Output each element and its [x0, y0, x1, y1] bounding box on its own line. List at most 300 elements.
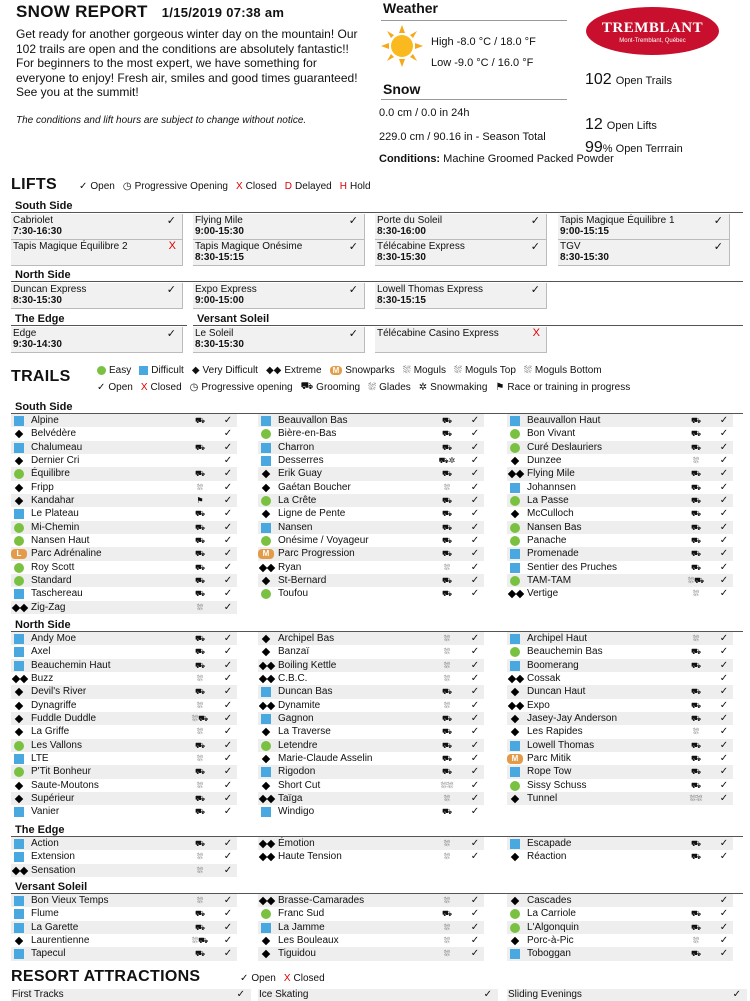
very-difficult-icon [14, 714, 24, 724]
trail-name: Letendre [278, 739, 318, 751]
easy-trail-icon [261, 429, 271, 439]
trail-row[interactable] [258, 494, 484, 507]
extreme-icon [12, 603, 28, 613]
trail-open-check: ✓ [223, 686, 233, 698]
trail-row[interactable] [507, 441, 733, 454]
trail-name: Sensation [31, 864, 76, 876]
snowpark-icon: L [11, 549, 27, 559]
difficult-trail-icon [14, 807, 24, 817]
trail-row[interactable] [11, 779, 237, 792]
attraction-item[interactable] [11, 989, 251, 1001]
trail-section-north-side: North Side [11, 618, 743, 632]
tremblant-logo[interactable] [586, 7, 719, 55]
trails-status-legend-symbol: ⚑ [495, 382, 505, 393]
trail-condition-icon: ⛟ [690, 562, 702, 572]
attractions-legend-label: Closed [293, 973, 325, 984]
trail-open-check: ✓ [719, 428, 729, 440]
trail-name: Bon Vieux Temps [31, 895, 109, 906]
difficult-trail-icon [261, 714, 271, 724]
trail-row[interactable] [258, 739, 484, 752]
trail-row[interactable] [258, 672, 484, 685]
lift-hours: 8:30-15:30 [377, 252, 426, 263]
trail-open-check: ✓ [719, 494, 729, 506]
lift-hours [377, 339, 546, 351]
trail-row[interactable] [507, 547, 733, 560]
very-difficult-icon [261, 634, 271, 644]
trail-row[interactable] [507, 947, 733, 960]
trail-row[interactable] [11, 765, 237, 778]
trail-row[interactable] [258, 712, 484, 725]
trail-row[interactable] [507, 934, 733, 947]
trail-row[interactable] [11, 685, 237, 698]
weather-divider [381, 20, 567, 21]
trail-row[interactable] [11, 427, 237, 440]
trail-row[interactable] [258, 414, 484, 427]
trail-condition-icon: ⛟ [690, 647, 702, 657]
trail-row[interactable] [507, 587, 733, 600]
trail-name: Dynamite [278, 699, 321, 711]
trail-row[interactable] [507, 534, 733, 547]
trail-row[interactable] [507, 494, 733, 507]
trails-legend-item [192, 365, 258, 376]
lift-item[interactable] [11, 327, 183, 353]
lift-item[interactable] [193, 283, 365, 309]
attractions-legend-symbol: X [283, 973, 291, 984]
trails-legend-symbol: ⛆ [402, 365, 411, 376]
trail-row[interactable] [507, 632, 733, 645]
very-difficult-icon [14, 936, 24, 946]
very-difficult-icon [14, 701, 24, 711]
lift-item[interactable] [193, 240, 365, 266]
trails-status-legend-label: Grooming [316, 382, 361, 393]
trail-condition-icon: ⛆ [196, 896, 204, 905]
trail-open-check: ✓ [719, 415, 729, 426]
trail-open-check: ✓ [223, 806, 233, 818]
trail-row[interactable] [11, 752, 237, 765]
attractions-legend-item [284, 973, 325, 984]
trail-open-check: ✓ [719, 948, 729, 960]
lift-item[interactable] [11, 214, 183, 240]
trail-row[interactable] [258, 792, 484, 805]
trail-condition-icon: ⛟ [690, 687, 702, 697]
trail-row[interactable] [11, 659, 237, 672]
trail-row[interactable] [507, 699, 733, 712]
trail-row[interactable] [11, 805, 237, 818]
trail-row[interactable] [258, 659, 484, 672]
trail-row[interactable] [507, 765, 733, 778]
lift-section-the-edge: The Edge [11, 312, 187, 326]
trail-row[interactable] [258, 805, 484, 818]
trail-name: Jasey-Jay Anderson [527, 712, 618, 724]
very-difficult-icon [510, 936, 520, 946]
trail-row[interactable] [258, 725, 484, 738]
trail-condition-icon: ⛟ [441, 549, 453, 559]
extreme-icon [12, 674, 28, 684]
report-title: SNOW REPORT [16, 2, 148, 21]
trail-row[interactable] [11, 934, 237, 947]
trail-name: Flume [31, 908, 59, 920]
very-difficult-icon [14, 727, 24, 737]
trails-status-legend-item [419, 382, 488, 393]
lift-item[interactable] [375, 283, 547, 309]
report-datetime: 1/15/2019 07:38 am [161, 5, 285, 20]
trail-condition-icon: ⛟✲ [438, 455, 456, 465]
trail-row[interactable] [258, 467, 484, 480]
trail-condition-icon: ⛟ [194, 949, 206, 959]
trail-row[interactable] [507, 427, 733, 440]
trail-condition-icon: ⛆ [692, 935, 700, 945]
trail-row[interactable] [11, 947, 237, 960]
very-difficult-icon [510, 794, 520, 804]
trail-row[interactable] [258, 947, 484, 960]
trail-condition-icon: ⛆ [196, 482, 204, 492]
trail-open-check: ✓ [719, 766, 729, 778]
lift-name: Edge [13, 328, 37, 339]
trail-name: Archipel Bas [278, 633, 335, 644]
difficult-trail-icon [261, 807, 271, 817]
trail-row[interactable] [258, 765, 484, 778]
lift-name: Télécabine Casino Express [377, 328, 499, 339]
trail-row[interactable] [507, 521, 733, 534]
easy-trail-icon [510, 576, 520, 586]
trail-condition-icon: ⛆⛟ [191, 713, 209, 723]
trail-row[interactable] [507, 454, 733, 467]
extreme-icon [12, 866, 28, 876]
snowpark-icon: M [258, 549, 274, 559]
trail-row[interactable] [258, 685, 484, 698]
trail-row[interactable] [507, 921, 733, 934]
trail-name: Fuddle Duddle [31, 712, 97, 724]
trail-condition-icon: ⛟ [194, 909, 206, 919]
lift-status: ✓ [713, 215, 723, 227]
trail-row[interactable] [11, 864, 237, 877]
trail-name: Saute-Moutons [31, 779, 99, 791]
trail-row[interactable] [258, 632, 484, 645]
lift-item[interactable] [375, 240, 547, 266]
trail-row[interactable] [11, 481, 237, 494]
trail-name: Nansen Haut [31, 534, 90, 546]
trail-name: Desserres [278, 454, 324, 466]
trail-name: Gaétan Boucher [278, 481, 351, 493]
trail-row[interactable] [507, 712, 733, 725]
trail-name: La Griffe [31, 726, 70, 738]
trail-row[interactable] [11, 837, 237, 850]
lift-item[interactable] [193, 327, 365, 353]
trail-row[interactable] [11, 414, 237, 427]
trail-open-check: ✓ [719, 574, 729, 586]
lift-item[interactable] [11, 283, 183, 309]
trail-row[interactable] [507, 659, 733, 672]
trail-row[interactable] [258, 561, 484, 574]
trail-condition-icon: ⛟ [194, 839, 206, 848]
trail-row[interactable] [11, 645, 237, 658]
trail-row[interactable] [507, 507, 733, 520]
very-difficult-icon [510, 896, 520, 906]
difficult-trail-icon [14, 896, 24, 906]
trail-row[interactable] [507, 850, 733, 863]
trail-row[interactable] [11, 792, 237, 805]
lift-item[interactable] [558, 214, 730, 240]
snow-heading: Snow [383, 81, 421, 97]
easy-trail-icon [14, 576, 24, 586]
trail-condition-icon: ⛆ [443, 634, 451, 643]
trail-name: Vertige [527, 588, 559, 600]
attraction-status: ✓ [483, 989, 492, 1000]
lift-status: ✓ [530, 284, 540, 296]
trail-row[interactable] [258, 907, 484, 920]
trail-row[interactable] [11, 467, 237, 480]
trail-row[interactable] [507, 645, 733, 658]
trail-row[interactable] [11, 561, 237, 574]
lifts-heading: LIFTS [11, 176, 57, 193]
trail-condition-icon: ⛟ [441, 807, 453, 817]
very-difficult-icon [261, 949, 271, 959]
trail-row[interactable] [11, 547, 237, 560]
trail-row[interactable] [258, 507, 484, 520]
trail-open-check: ✓ [223, 792, 233, 804]
trail-name: Rope Tow [527, 766, 572, 778]
lift-item[interactable] [375, 214, 547, 240]
trail-open-check: ✓ [470, 494, 480, 506]
lift-hours: 8:30-15:30 [13, 295, 62, 306]
trail-name: Erik Guay [278, 468, 322, 480]
trail-row[interactable] [507, 779, 733, 792]
trail-row[interactable] [258, 587, 484, 600]
conditions-value: Machine Groomed Packed Powder [443, 153, 614, 165]
attraction-status: ✓ [236, 989, 245, 1000]
trails-status-legend-item [495, 382, 630, 393]
trail-condition-icon: ⛆ [196, 602, 204, 612]
trail-condition-icon: ⛟ [441, 469, 453, 479]
trail-row[interactable] [11, 521, 237, 534]
trails-status-legend-label: Race or training in progress [507, 382, 631, 393]
trails-legend-label: Moguls Bottom [534, 365, 602, 376]
easy-trail-icon [261, 496, 271, 506]
trail-row[interactable] [258, 934, 484, 947]
trail-condition-icon: ⛟ [690, 852, 702, 862]
trail-name: Boiling Kettle [278, 659, 337, 671]
trail-condition-icon: ⛟ [441, 713, 453, 723]
trail-open-check: ✓ [719, 712, 729, 724]
trail-row[interactable] [11, 507, 237, 520]
trail-open-check: ✓ [470, 699, 480, 711]
trail-name: Beauvallon Bas [278, 415, 348, 426]
lift-hours: 8:30-15:30 [195, 339, 244, 350]
trail-open-check: ✓ [223, 481, 233, 493]
trail-row[interactable] [258, 837, 484, 850]
trail-name: Les Vallons [31, 739, 82, 751]
trail-condition-icon: ⛆ [196, 700, 204, 710]
trail-row[interactable] [258, 699, 484, 712]
trail-row[interactable] [11, 712, 237, 725]
trail-row[interactable] [507, 672, 733, 685]
trail-name: Beauvallon Haut [527, 415, 601, 426]
trail-name: La Passe [527, 494, 569, 506]
trail-row[interactable] [11, 574, 237, 587]
trail-condition-icon: ⛆ [443, 562, 451, 572]
trail-condition-icon: ⛟ [194, 660, 206, 670]
trail-name: Porc-à-Pic [527, 934, 574, 946]
trail-open-check: ✓ [470, 752, 480, 764]
trail-row[interactable] [11, 850, 237, 863]
open-lifts-stat [585, 116, 657, 134]
trail-row[interactable] [507, 481, 733, 494]
trail-condition-icon: ⛆ [196, 865, 204, 875]
trail-name: Windigo [278, 806, 315, 818]
trail-name: Panache [527, 534, 567, 546]
trail-open-check: ✓ [470, 672, 480, 684]
lifts-legend-item [79, 181, 115, 192]
trail-row[interactable] [11, 587, 237, 600]
difficult-trail-icon [14, 852, 24, 862]
trail-row[interactable] [258, 481, 484, 494]
trail-name: Short Cut [278, 779, 321, 791]
attraction-item[interactable] [258, 989, 498, 1001]
trail-row[interactable] [258, 521, 484, 534]
trail-open-check: ✓ [719, 921, 729, 933]
trail-row[interactable] [11, 907, 237, 920]
easy-trail-icon [510, 523, 520, 533]
trail-row[interactable] [11, 921, 237, 934]
trail-row[interactable] [258, 894, 484, 907]
easy-trail-icon [510, 496, 520, 506]
trail-open-check: ✓ [470, 574, 480, 586]
trail-open-check: ✓ [719, 895, 729, 906]
trails-legend-item [266, 365, 322, 376]
very-difficult-icon [510, 852, 520, 862]
trails-legend-item [403, 365, 446, 376]
trails-status-legend-item [97, 382, 133, 393]
trail-row[interactable] [258, 547, 484, 560]
difficult-trail-icon [261, 923, 271, 933]
extreme-icon [259, 794, 275, 804]
trail-open-check: ✓ [719, 454, 729, 466]
trail-row[interactable] [507, 752, 733, 765]
trail-row[interactable] [507, 837, 733, 850]
trail-row[interactable] [507, 894, 733, 907]
trail-name: Onésime / Voyageur [278, 534, 369, 546]
difficult-trail-icon [261, 456, 271, 466]
trail-name: Action [31, 838, 59, 849]
double-diamond-icon: ◆◆ [265, 365, 282, 376]
very-difficult-icon [261, 936, 271, 946]
open-lifts-label: Open Lifts [606, 120, 657, 132]
trail-name: TAM-TAM [527, 574, 572, 586]
lifts-legend-label: Closed [245, 181, 277, 192]
trail-row[interactable] [258, 454, 484, 467]
trail-row[interactable] [507, 685, 733, 698]
trail-row[interactable] [507, 725, 733, 738]
trail-name: La Crête [278, 494, 317, 506]
trail-row[interactable] [11, 725, 237, 738]
intro-text: Get ready for another gorgeous winter day on the mountain! Our 102 trails are open and the conditions are absolutely fantastic!! For beginners to the most expert, we have something for everyone to enjoy! Fresh air, smiles and good times guaranteed! See you at the summit! [16, 27, 358, 99]
trail-name: Parc Mitik [527, 752, 571, 764]
trail-row[interactable] [11, 454, 237, 467]
lift-item[interactable] [375, 327, 547, 353]
very-difficult-icon [510, 456, 520, 466]
trail-row[interactable] [258, 850, 484, 863]
lift-name: Tapis Magique Onésime [195, 241, 303, 252]
trail-open-check: ✓ [223, 921, 233, 933]
trail-row[interactable] [11, 632, 237, 645]
trail-name: Équilibre [31, 468, 70, 480]
trail-row[interactable] [507, 792, 733, 805]
lift-item[interactable] [11, 240, 183, 266]
trail-row[interactable] [258, 574, 484, 587]
trail-row[interactable] [507, 907, 733, 920]
trail-row[interactable] [11, 672, 237, 685]
trail-row[interactable] [11, 699, 237, 712]
trail-name: Le Plateau [31, 508, 79, 520]
trail-row[interactable] [258, 645, 484, 658]
easy-trail-icon [510, 443, 520, 453]
trail-open-check: ✓ [470, 766, 480, 778]
trail-name: Andy Moe [31, 633, 77, 644]
trail-row[interactable] [507, 414, 733, 427]
lifts-legend-label: Progressive Opening [134, 181, 228, 192]
lift-item[interactable] [193, 214, 365, 240]
trail-condition-icon: ⛟ [194, 469, 206, 479]
lifts-legend-label: Delayed [295, 181, 332, 192]
trails-status-legend-item [141, 382, 182, 393]
trail-open-check: ✓ [719, 633, 729, 644]
lifts-legend-symbol: X [235, 181, 243, 192]
trail-name: Johannsen [527, 481, 576, 493]
lifts-legend-symbol: D [284, 181, 293, 192]
trail-name: Dynagriffe [31, 699, 77, 711]
trail-row[interactable] [258, 779, 484, 792]
trail-row[interactable] [507, 739, 733, 752]
trail-row[interactable] [11, 441, 237, 454]
trail-open-check: ✓ [223, 646, 233, 658]
trail-open-check: ✓ [223, 838, 233, 849]
open-lifts-count: 12 [585, 116, 603, 133]
trail-condition-icon: ⛟ [690, 753, 702, 763]
trail-row[interactable] [258, 921, 484, 934]
trail-condition-icon: ⛟ [441, 909, 453, 919]
trail-open-check: ✓ [223, 895, 233, 906]
trail-name: Expo [527, 699, 550, 711]
trail-open-check: ✓ [223, 441, 233, 453]
trail-open-check: ✓ [719, 441, 729, 453]
trail-open-check: ✓ [223, 864, 233, 876]
lift-status: ✓ [348, 284, 358, 296]
trail-row[interactable] [11, 894, 237, 907]
trail-row[interactable] [11, 494, 237, 507]
trail-name: P'Tit Bonheur [31, 766, 91, 778]
attraction-item[interactable] [507, 989, 747, 1001]
lift-item[interactable] [558, 240, 730, 266]
lift-name: Le Soleil [195, 328, 234, 339]
trail-row[interactable] [258, 441, 484, 454]
trail-row[interactable] [11, 739, 237, 752]
trail-row[interactable] [11, 601, 237, 614]
trail-open-check: ✓ [719, 752, 729, 764]
trail-row[interactable] [258, 752, 484, 765]
trails-heading: TRAILS [11, 368, 71, 385]
trail-row[interactable] [258, 534, 484, 547]
open-trails-stat [585, 71, 672, 89]
page-title [16, 2, 284, 22]
trail-row[interactable] [11, 534, 237, 547]
trails-legend-label: Difficult [151, 365, 184, 376]
trail-row[interactable] [507, 467, 733, 480]
trail-row[interactable] [258, 427, 484, 440]
trail-row[interactable] [507, 574, 733, 587]
trail-open-check: ✓ [470, 534, 480, 546]
trail-row[interactable] [507, 561, 733, 574]
trail-open-check: ✓ [470, 779, 480, 791]
